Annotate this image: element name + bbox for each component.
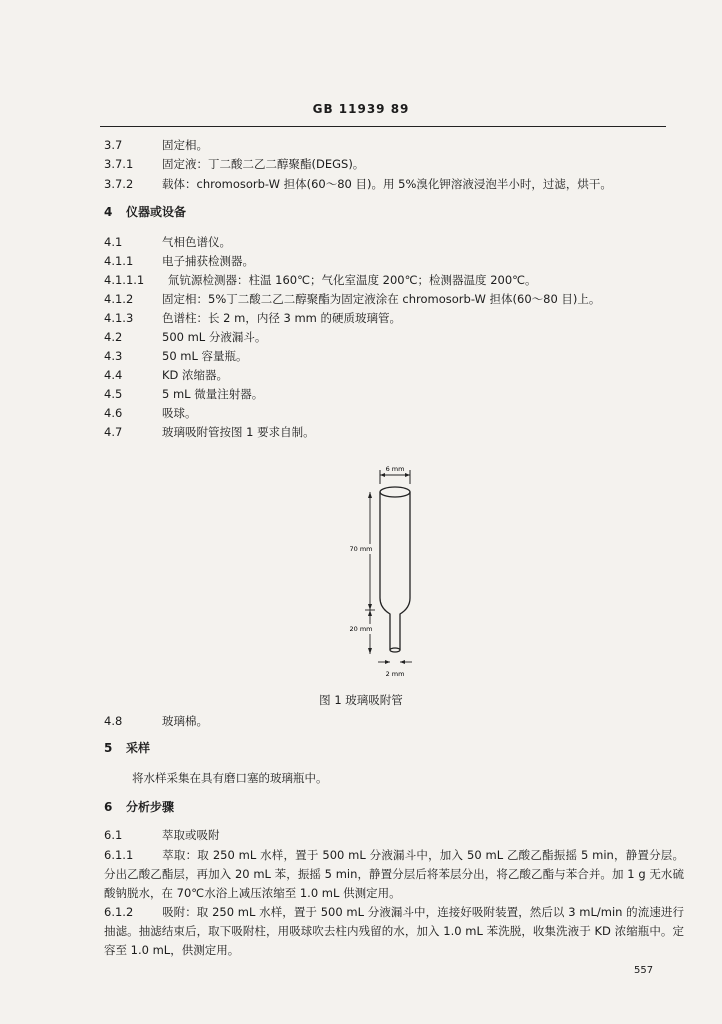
clause-number: 6.1.1 bbox=[104, 848, 134, 862]
section-5-heading bbox=[104, 741, 150, 755]
section-number: 5 bbox=[104, 741, 113, 755]
clause-text: 电子捕获检测器。 bbox=[162, 254, 254, 268]
tube-drawing bbox=[300, 458, 440, 688]
clause-number: 4.6 bbox=[104, 406, 123, 420]
clause-text: 气相色谱仪。 bbox=[162, 235, 231, 249]
section-title: 采样 bbox=[126, 741, 151, 755]
clause-number: 4.8 bbox=[104, 714, 123, 728]
section-title: 仪器或设备 bbox=[126, 205, 187, 219]
clause-4-1-2 bbox=[104, 292, 600, 306]
clause-4-2 bbox=[104, 330, 266, 344]
tube-tip bbox=[390, 648, 400, 652]
dim-top-arrow-right bbox=[405, 473, 410, 477]
clause-4-4 bbox=[104, 368, 228, 382]
clause-number: 4.1.3 bbox=[104, 311, 134, 325]
clause-3-7-1 bbox=[104, 157, 364, 171]
clause-text: 萃取：取 250 mL 水样，置于 500 mL 分液漏斗中，加入 50 mL 乙酸乙酯振摇 5 min，静置分层。分出乙酸乙酯层，再加入 20 mL 苯，振摇 5 min，静置分层后将苯层分出，将乙酸乙酯与苯合并。加 1 g 无水硫酸钠脱水，在 70℃水浴上减压浓缩至 1.0 mL 供测定用。 bbox=[104, 848, 684, 900]
figure-caption: 图 1 玻璃吸附管 bbox=[319, 693, 403, 707]
clause-text: 5 mL 微量注射器。 bbox=[162, 387, 264, 401]
dim-bottom-label: 2 mm bbox=[385, 670, 405, 678]
clause-text: 萃取或吸附 bbox=[162, 828, 220, 842]
clause-number: 6.1 bbox=[104, 828, 123, 842]
dim-tip-arrow-top bbox=[368, 610, 372, 616]
page-number: 557 bbox=[634, 965, 654, 976]
clause-number: 4.1.1.1 bbox=[104, 273, 145, 287]
clause-text: 玻璃棉。 bbox=[162, 714, 208, 728]
clause-number: 4.1 bbox=[104, 235, 123, 249]
section-6-heading bbox=[104, 800, 174, 814]
clause-4-1-3 bbox=[104, 311, 401, 325]
dim-body-label: 70 mm bbox=[349, 545, 373, 553]
section-number: 6 bbox=[104, 800, 113, 814]
dim-body-arrow-top bbox=[368, 492, 372, 498]
clause-4-1-1-1 bbox=[104, 273, 537, 287]
clause-text: 500 mL 分液漏斗。 bbox=[162, 330, 267, 344]
header-rule bbox=[100, 126, 666, 127]
clause-number: 4.1.1 bbox=[104, 254, 134, 268]
clause-text: 氚钪源检测器：柱温 160℃；气化室温度 200℃；检测器温度 200℃。 bbox=[168, 273, 537, 287]
clause-4-5 bbox=[104, 387, 263, 401]
dim-tip-label: 20 mm bbox=[349, 625, 373, 633]
figure-glass-tube bbox=[300, 458, 440, 688]
dim-top-arrow-left bbox=[380, 473, 385, 477]
clause-text: 固定相。 bbox=[162, 138, 208, 152]
clause-number: 3.7.2 bbox=[104, 177, 134, 191]
dim-top-label: 6 mm bbox=[385, 465, 405, 473]
clause-number: 4.2 bbox=[104, 330, 123, 344]
clause-3-7 bbox=[104, 138, 208, 152]
clause-text: 吸球。 bbox=[162, 406, 197, 420]
clause-4-6 bbox=[104, 406, 197, 420]
clause-text: 固定相：5%丁二酸二乙二醇聚酯为固定液涂在 chromosorb-W 担体(60～80 目)上。 bbox=[162, 292, 601, 306]
clause-6-1-2 bbox=[104, 903, 684, 960]
dim-bottom-arrow-right bbox=[400, 660, 405, 664]
dim-body-arrow-bottom bbox=[368, 604, 372, 610]
clause-4-1 bbox=[104, 235, 231, 249]
clause-number: 3.7.1 bbox=[104, 157, 134, 171]
clause-text: 载体：chromosorb-W 担体(60～80 目)。用 5%溴化钾溶液浸泡半小时，过滤，烘干。 bbox=[162, 177, 612, 191]
tube-wall-right bbox=[400, 492, 410, 650]
clause-3-7-2 bbox=[104, 177, 612, 191]
clause-number: 3.7 bbox=[104, 138, 123, 152]
clause-text: 玻璃吸附管按图 1 要求自制。 bbox=[162, 425, 315, 439]
dim-tip-arrow-bottom bbox=[368, 648, 372, 654]
clause-text: 固定液：丁二酸二乙二醇聚酯(DEGS)。 bbox=[162, 157, 365, 171]
clause-6-1-1 bbox=[104, 846, 684, 903]
clause-text: 50 mL 容量瓶。 bbox=[162, 349, 248, 363]
section-4-heading bbox=[104, 205, 186, 219]
clause-number: 4.1.2 bbox=[104, 292, 134, 306]
clause-4-3 bbox=[104, 349, 248, 363]
clause-number: 6.1.2 bbox=[104, 905, 134, 919]
clause-number: 4.4 bbox=[104, 368, 123, 382]
page-header: GB 11939 89 bbox=[312, 102, 410, 116]
clause-text: 色谱柱：长 2 m，内径 3 mm 的硬质玻璃管。 bbox=[162, 311, 402, 325]
clause-4-8 bbox=[104, 714, 208, 728]
dim-bottom-arrow-left bbox=[385, 660, 390, 664]
tube-mouth bbox=[380, 487, 410, 497]
clause-6-1 bbox=[104, 828, 220, 842]
clause-number: 4.5 bbox=[104, 387, 123, 401]
clause-text: 吸附：取 250 mL 水样，置于 500 mL 分液漏斗中，连接好吸附装置，然后以 3 mL/min 的流速进行抽滤。抽滤结束后，取下吸附柱，用吸球吹去柱内残留的水，加入 1.0 mL 苯洗脱，收集洗液于 KD 浓缩瓶中。定容至 1.0 mL，供测定用。 bbox=[104, 905, 684, 957]
clause-4-1-1 bbox=[104, 254, 254, 268]
section-number: 4 bbox=[104, 205, 113, 219]
tube-wall-left bbox=[380, 492, 390, 650]
clause-number: 4.3 bbox=[104, 349, 123, 363]
sampling-text: 将水样采集在具有磨口塞的玻璃瓶中。 bbox=[132, 771, 328, 785]
clause-text: KD 浓缩器。 bbox=[162, 368, 229, 382]
clause-4-7 bbox=[104, 425, 315, 439]
clause-number: 4.7 bbox=[104, 425, 123, 439]
section-title: 分析步骤 bbox=[126, 800, 175, 814]
